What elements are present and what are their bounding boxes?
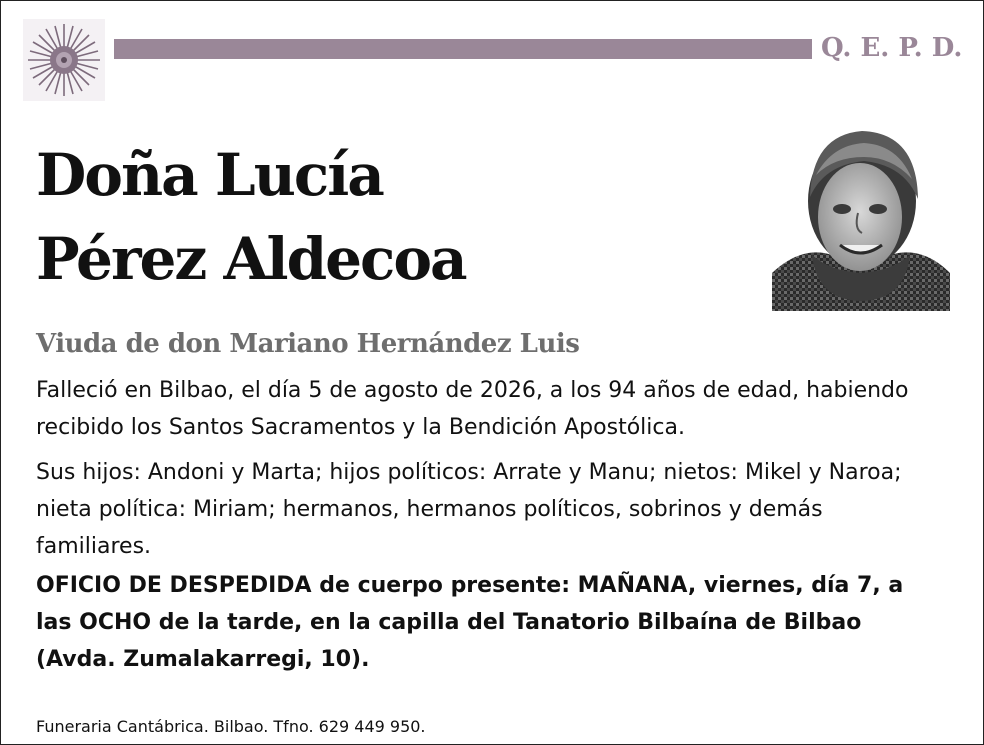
service-paragraph: OFICIO DE DESPEDIDA de cuerpo presente: MAÑANA, viernes, día 7, a las OCHO de la tarde, en la capilla del Tanatorio Bilbaína de Bilbao (Avda. Zumalakarregi, 10). [36, 573, 904, 672]
header-bar [114, 39, 812, 59]
name-line-2: Pérez Aldecoa [36, 225, 466, 293]
deceased-name [36, 133, 756, 301]
portrait-photo [772, 105, 950, 311]
spouse-line: Viuda de don Mariano Hernández Luis [36, 329, 580, 359]
family-paragraph: Sus hijos: Andoni y Marta; hijos políticos: Arrate y Manu; nietos: Mikel y Naroa; nieta política: Miriam; hermanos, hermanos políticos, sobrinos y demás familiares. [36, 460, 902, 559]
qepd-heading: Q. E. P. D. [821, 33, 963, 63]
funeral-home-footer: Funeraria Cantábrica. Bilbao. Tfno. 629 449 950. [36, 717, 426, 736]
thistle-flower-icon [23, 19, 105, 101]
name-line-1: Doña Lucía [36, 141, 383, 209]
death-paragraph: Falleció en Bilbao, el día 5 de agosto de 2026, a los 94 años de edad, habiendo recibido los Santos Sacramentos y la Bendición Apostólica. [36, 378, 909, 440]
